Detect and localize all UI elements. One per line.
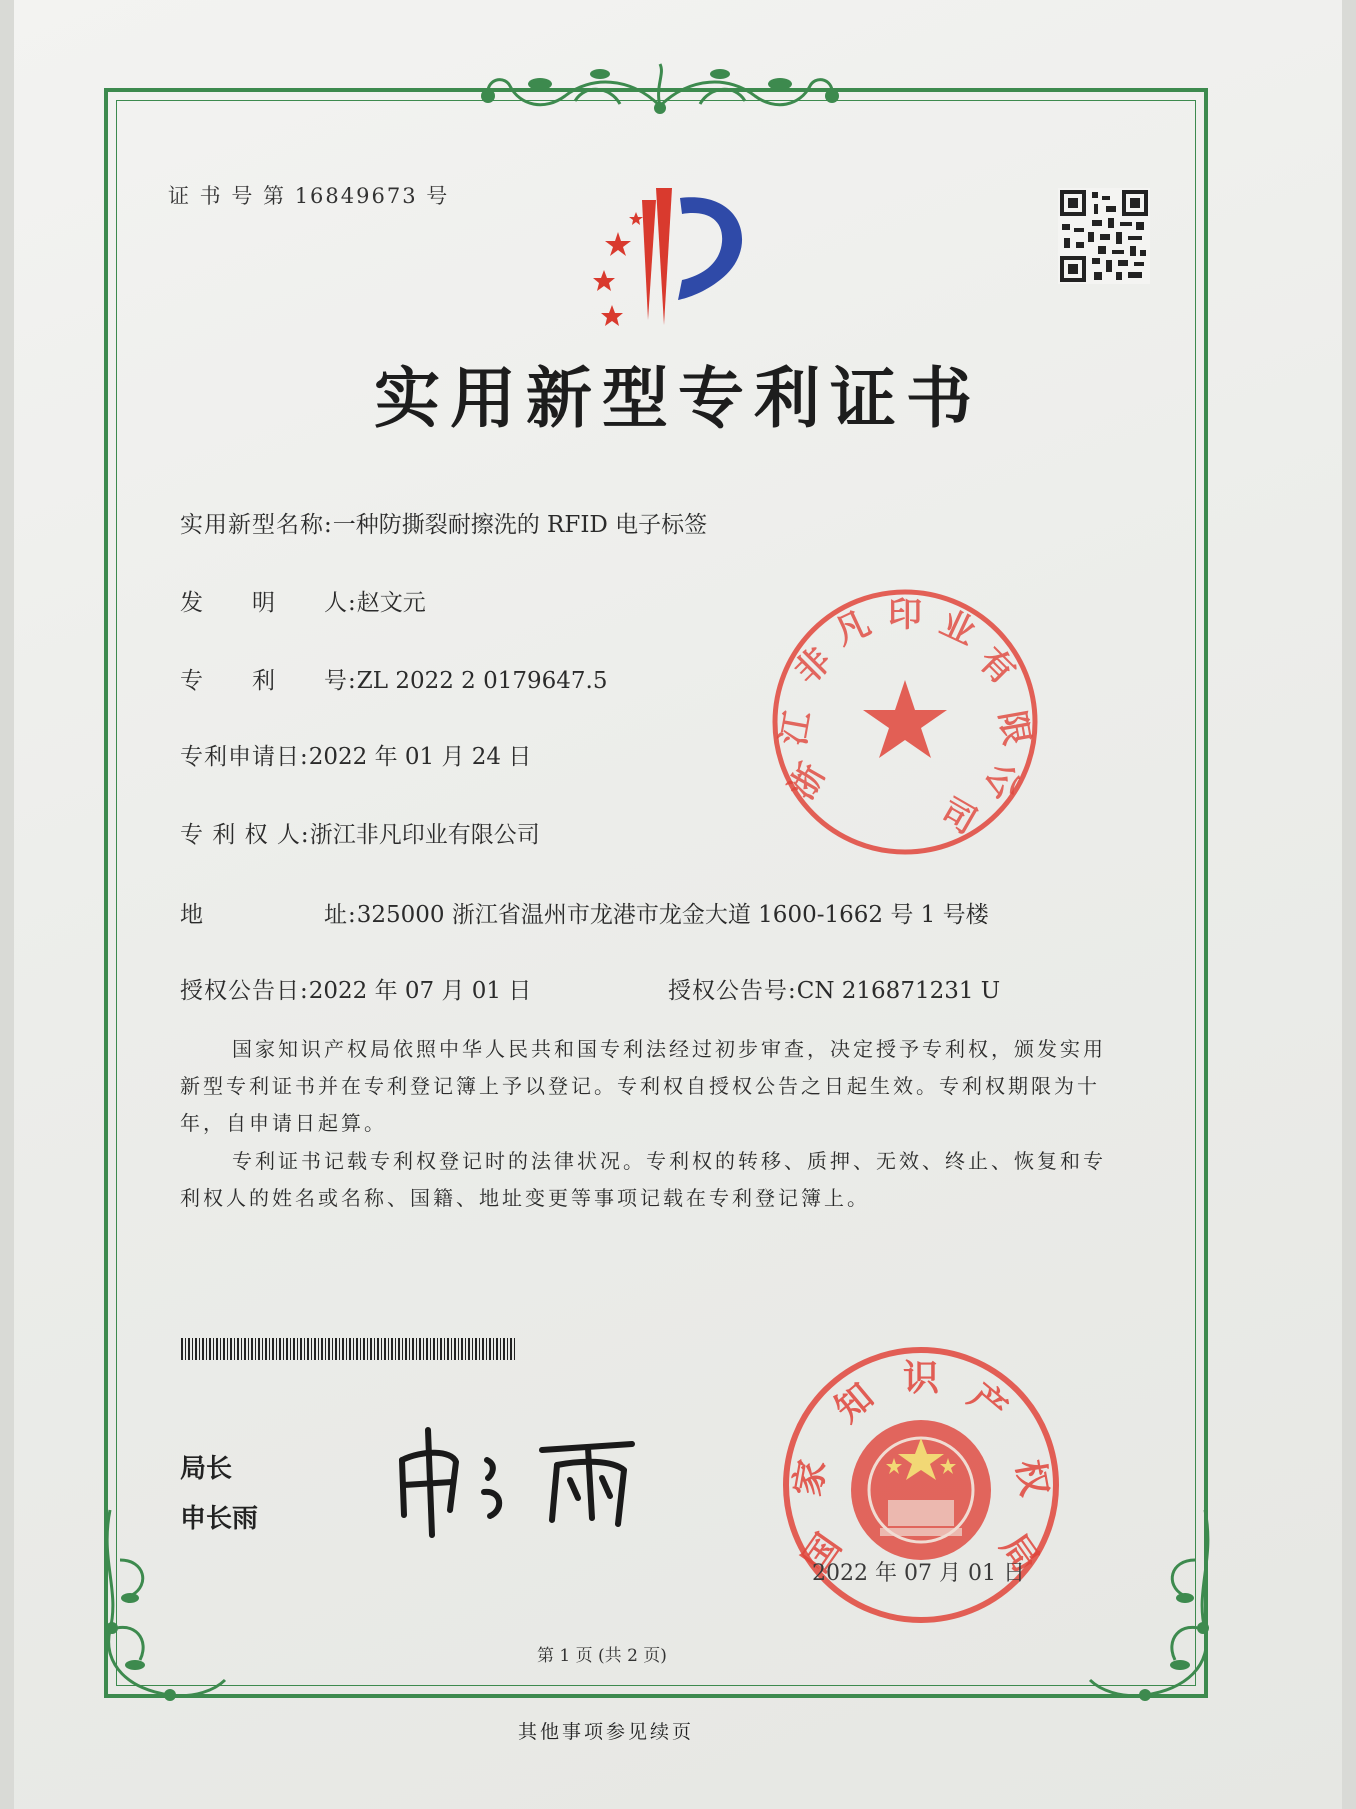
field-label: 授权公告号:: [668, 978, 797, 1004]
field-label: 专 利 号:: [180, 668, 357, 694]
paragraph-line: 国家知识产权局依照中华人民共和国专利法经过初步审查，决定授予专利权，颁发实用: [232, 1037, 1106, 1061]
svg-text:产: 产: [960, 1375, 1015, 1431]
company-seal: [765, 582, 1045, 862]
director-name: 申长雨: [180, 1504, 259, 1534]
field-utility-model-name: [180, 506, 707, 539]
field-value: 浙江非凡印业有限公司: [309, 822, 540, 848]
paragraph-line: 新型专利证书并在专利登记簿上予以登记。专利权自授权公告之日起生效。专利权期限为十: [180, 1074, 1100, 1098]
svg-text:局: 局: [992, 1526, 1047, 1580]
field-patentee: [180, 816, 540, 849]
svg-text:限: 限: [991, 707, 1037, 749]
svg-text:有: 有: [970, 640, 1023, 693]
field-label: 发 明 人:: [180, 590, 357, 616]
field-address: [180, 896, 989, 929]
certificate-title: 实用新型专利证书: [374, 360, 982, 437]
svg-text:凡: 凡: [828, 602, 877, 654]
field-value: ZL 2022 2 0179647.5: [356, 668, 608, 694]
field-announcement-date: [180, 972, 531, 1005]
top-vine-ornament: [470, 56, 850, 126]
qr-code-icon: [1058, 188, 1150, 284]
field-label: 实用新型名称:: [180, 512, 333, 538]
field-value: 赵文元: [356, 590, 426, 616]
field-value: 2022 年 01 月 24 日: [308, 744, 532, 770]
field-value: 一种防撕裂耐擦洗的 RFID 电子标签: [332, 512, 708, 538]
svg-text:非: 非: [787, 640, 840, 693]
field-label: 授权公告日:: [180, 978, 309, 1004]
field-value: CN 216871231 U: [796, 978, 1001, 1004]
field-label: 地 址:: [180, 902, 357, 928]
field-inventor: [180, 584, 426, 617]
field-patent-number: [180, 662, 607, 695]
director-title: 局长: [180, 1454, 233, 1484]
legal-paragraph-2: [180, 1143, 1106, 1217]
svg-text:司: 司: [933, 790, 984, 843]
patent-logo-icon: [560, 180, 760, 330]
paragraph-line: 专利证书记载专利权登记时的法律状况。专利权的转移、质押、无效、终止、恢复和专: [232, 1149, 1106, 1173]
page-number: 第 1 页 (共 2 页): [537, 1646, 667, 1666]
svg-text:知: 知: [827, 1375, 882, 1431]
svg-text:权: 权: [1008, 1456, 1055, 1500]
svg-text:业: 业: [933, 602, 982, 654]
barcode-icon: [181, 1338, 515, 1360]
field-application-date: [180, 738, 531, 771]
paragraph-line: 年，自申请日起算。: [180, 1111, 387, 1135]
svg-text:公: 公: [976, 756, 1029, 807]
svg-text:家: 家: [787, 1456, 834, 1500]
svg-text:国: 国: [795, 1526, 850, 1580]
seal-date: 2022 年 07 月 01 日: [812, 1561, 1025, 1586]
svg-text:浙: 浙: [781, 756, 834, 807]
svg-text:印: 印: [888, 595, 922, 635]
field-value: 2022 年 07 月 01 日: [308, 978, 532, 1004]
footer-note: 其他事项参见续页: [518, 1721, 695, 1743]
svg-text:江: 江: [773, 707, 819, 749]
svg-text:识: 识: [902, 1358, 940, 1399]
bottom-right-vine-ornament: [1085, 1500, 1225, 1710]
legal-paragraph-1: [180, 1031, 1106, 1142]
field-value: 325000 浙江省温州市龙港市龙金大道 1600-1662 号 1 号楼: [356, 902, 989, 928]
field-announcement-number: [668, 972, 1000, 1005]
paragraph-line: 利权人的姓名或名称、国籍、地址变更等事项记载在专利登记簿上。: [180, 1186, 870, 1210]
handwritten-signature: [392, 1420, 672, 1540]
national-emblem-icon: [851, 1420, 991, 1560]
field-label: 专 利 权 人:: [180, 822, 310, 848]
certificate-number: 证 书 号 第 16849673 号: [168, 184, 450, 208]
field-label: 专利申请日:: [180, 744, 309, 770]
